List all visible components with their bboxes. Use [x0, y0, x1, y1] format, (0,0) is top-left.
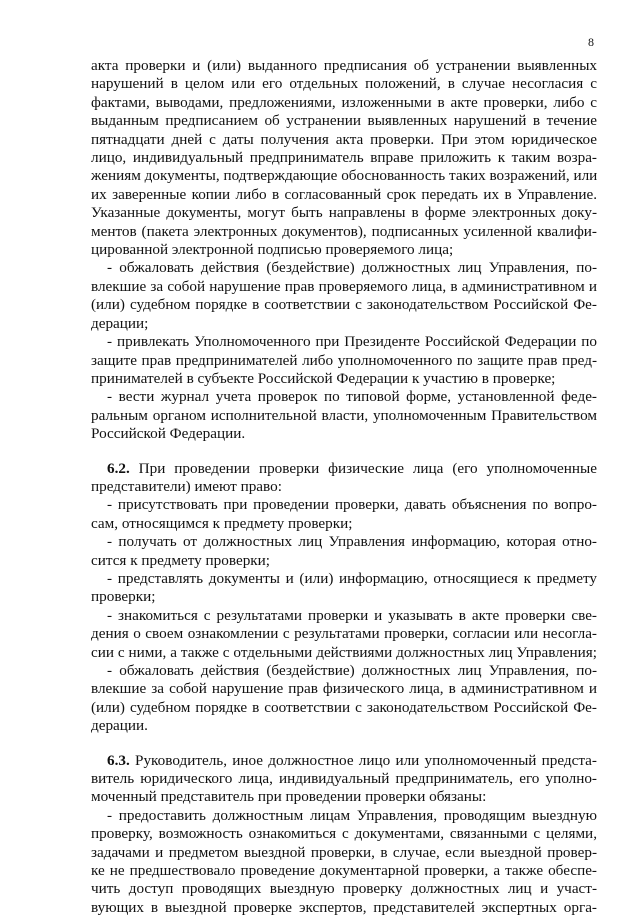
text-line: ментов (пакета электронных документов), подписанных усиленной квалифи- — [91, 222, 597, 240]
text-line: влекшие за собой нарушение прав проверяемого лица, в административном и — [91, 277, 597, 295]
section-number: 6.2. — [107, 459, 130, 477]
text-line: защите прав предпринимателей либо уполномоченного по защите прав пред- — [91, 351, 597, 369]
text-line: - обжаловать действия (бездействие) должностных лиц Управления, по- — [107, 662, 597, 679]
text-line: акта проверки и (или) выданного предписания об устранении выявленных — [91, 57, 597, 74]
text-line: сам, относящимся к предмету проверки; — [91, 514, 353, 532]
text-line: цированной электронной подписью проверяемого лица; — [91, 241, 454, 259]
text-line: проверки; — [91, 588, 156, 606]
section-block — [91, 752, 597, 917]
text-line: (или) судебном порядке в соответствии с законодательством Российской Фе- — [91, 296, 597, 314]
text-line: представители) имеют право: — [91, 477, 282, 495]
text-line: 6.3. Руководитель, иное должностное лицо или уполномоченный предста- — [107, 751, 597, 769]
text-line: вующих в выездной проверке экспертов, представителей экспертных орга- — [91, 898, 597, 916]
text-line: - присутствовать при проведении проверки, давать объяснения по вопро- — [107, 496, 597, 514]
section-block — [91, 460, 597, 736]
text-line: Российской Федерации. — [91, 425, 246, 443]
text-line: ке не предшествовало проведение документарной проверки, а также обеспе- — [91, 862, 597, 880]
text-line: пятнадцати дней с даты получения акта проверки. При этом юридическое — [91, 130, 597, 148]
page-number: 8 — [588, 35, 594, 49]
text-line: их заверенные копии либо в согласованный срок передать их в Управление. — [91, 185, 597, 203]
text-line: проверку, возможность ознакомиться с документами, связанными с целями, — [91, 825, 597, 843]
text-line: дерации; — [91, 314, 149, 332]
text-line: задачами и предметом выездной проверки, в случае, если выездной провер- — [91, 843, 597, 861]
text-line: (или) судебном порядке в соответствии с законодательством Российской Фе- — [91, 698, 597, 716]
text-line: нарушений в целом или его отдельных положений, в случае несогласия с — [91, 75, 597, 93]
text-line: влекшие за собой нарушение прав физического лица, в административном и — [91, 680, 597, 698]
text-line: Указанные документы, могут быть направлены в форме электронных доку- — [91, 204, 597, 222]
text-line: - предоставить должностным лицам Управления, проводящим выездную — [107, 806, 597, 824]
text-line: - вести журнал учета проверок по типовой форме, установленной феде- — [107, 388, 597, 406]
text-line: моченный представитель при проведении проверки обязаны: — [91, 788, 487, 806]
text-line: - привлекать Уполномоченного при Президенте Российской Федерации по — [107, 333, 597, 351]
text-line: жениям документы, подтверждающие обоснованность таких возражений, или — [91, 167, 598, 185]
text-line: лицо, индивидуальный предприниматель вправе приложить к таким возра- — [91, 149, 597, 167]
document-body — [91, 57, 597, 917]
text-line: сии с ними, а также с отдельными действиями должностных лиц Управления; — [91, 643, 597, 661]
text-line: выданным предписанием об устранении выявленных нарушений в течение — [91, 112, 597, 130]
text-line: ральным органом исполнительной власти, уполномоченным Правительством — [91, 406, 597, 424]
section-gap — [91, 444, 597, 460]
section-gap — [91, 736, 597, 752]
text-line: 6.2. При проведении проверки физические лица (его уполномоченные — [107, 459, 597, 477]
text-line: чить доступ проводящих выездную проверку должностных лиц и участ- — [91, 880, 597, 898]
text-line: дения о своем ознакомлении с результатами проверки, согласии или несогла- — [91, 625, 597, 643]
text-line: витель юридического лица, индивидуальный предприниматель, его уполно- — [91, 770, 597, 788]
text-line: - обжаловать действия (бездействие) должностных лиц Управления, по- — [107, 259, 597, 277]
text-line: дерации. — [91, 717, 148, 735]
text-line: принимателей в субъекте Российской Федерации к участию в проверке; — [91, 369, 556, 387]
text-line: - представлять документы и (или) информацию, относящиеся к предмету — [107, 569, 597, 587]
section-block — [91, 57, 597, 444]
section-number: 6.3. — [107, 751, 130, 769]
text-line: фактами, выводами, предложениями, изложенными в акте проверки, либо с — [91, 93, 597, 111]
text-line: - знакомиться с результатами проверки и указывать в акте проверки све- — [107, 606, 597, 624]
text-line: - получать от должностных лиц Управления информацию, которая отно- — [107, 533, 597, 551]
text-line: сится к предмету проверки; — [91, 551, 271, 569]
